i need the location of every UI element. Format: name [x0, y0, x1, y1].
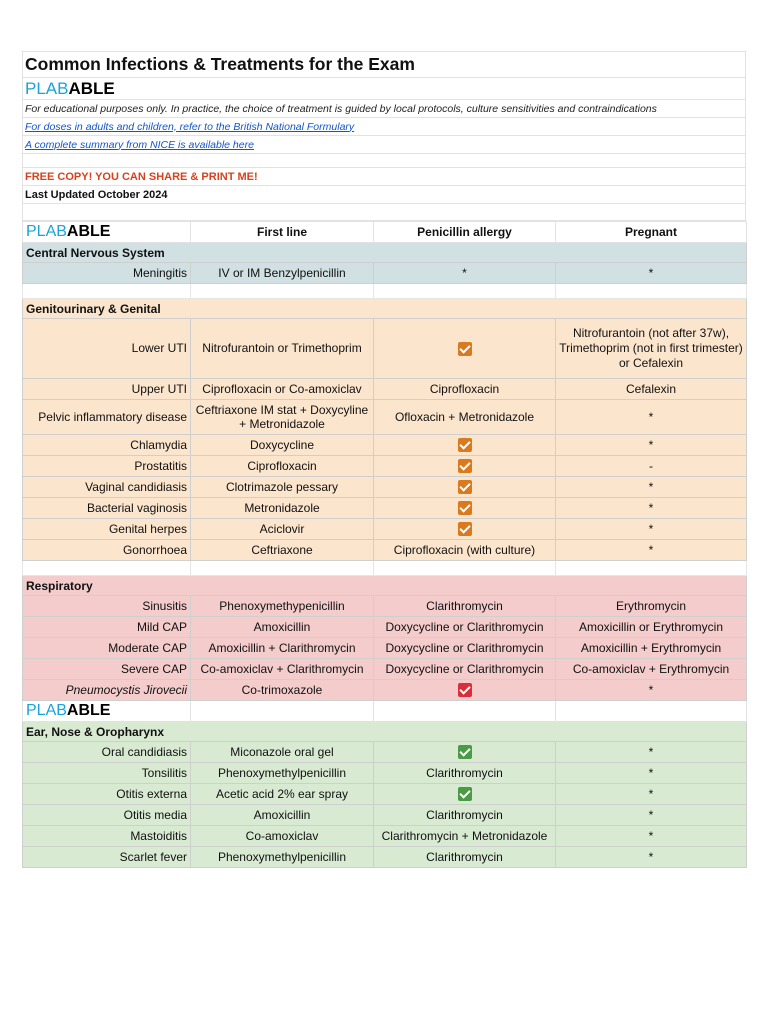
empty-cell	[23, 561, 191, 576]
checkmark-icon	[458, 683, 472, 697]
condition-cell: Chlamydia	[23, 435, 191, 456]
pregnant-cell: *	[556, 805, 747, 826]
table-row	[23, 763, 747, 784]
section-title: Central Nervous System	[23, 243, 747, 263]
first-line-cell: Ciprofloxacin	[191, 456, 374, 477]
column-header-pregnant: Pregnant	[556, 222, 747, 243]
penicillin-allergy-cell	[374, 319, 556, 379]
penicillin-allergy-cell	[374, 456, 556, 477]
pregnant-cell: *	[556, 519, 747, 540]
empty-cell	[556, 701, 747, 722]
penicillin-allergy-cell: Clarithromycin	[374, 596, 556, 617]
free-copy-notice: FREE COPY! YOU CAN SHARE & PRINT ME!	[22, 167, 746, 185]
table-row	[23, 742, 747, 763]
condition-cell: Moderate CAP	[23, 638, 191, 659]
first-line-cell: Miconazole oral gel	[191, 742, 374, 763]
first-line-cell: Phenoxymethylpenicillin	[191, 847, 374, 868]
condition-cell: Tonsilitis	[23, 763, 191, 784]
logo-able-text: ABLE	[66, 702, 111, 719]
condition-cell: Lower UTI	[23, 319, 191, 379]
table-row	[23, 477, 747, 498]
checkmark-icon	[458, 342, 472, 356]
penicillin-allergy-cell: Ciprofloxacin	[374, 379, 556, 400]
pregnant-cell: *	[556, 435, 747, 456]
penicillin-allergy-cell: Doxycycline or Clarithromycin	[374, 617, 556, 638]
first-line-cell: Phenoxymethypenicillin	[191, 596, 374, 617]
table-row	[23, 319, 747, 379]
pregnant-cell: Amoxicillin or Erythromycin	[556, 617, 747, 638]
section-header-ent	[23, 722, 747, 742]
empty-cell	[191, 701, 374, 722]
pregnant-cell: *	[556, 784, 747, 805]
penicillin-allergy-cell	[374, 519, 556, 540]
first-line-cell: Clotrimazole pessary	[191, 477, 374, 498]
table-row	[23, 456, 747, 477]
table-row	[23, 826, 747, 847]
checkmark-icon	[458, 522, 472, 536]
blank-row	[22, 203, 746, 221]
penicillin-allergy-cell: Doxycycline or Clarithromycin	[374, 638, 556, 659]
table-row	[23, 263, 747, 284]
checkmark-icon	[458, 480, 472, 494]
condition-cell: Prostatitis	[23, 456, 191, 477]
table-logo	[23, 701, 191, 722]
first-line-cell: IV or IM Benzylpenicillin	[191, 263, 374, 284]
treatment-table	[22, 221, 747, 868]
pregnant-cell: Nitrofurantoin (not after 37w), Trimethoprim (not in first trimester) or Cefalexin	[556, 319, 747, 379]
first-line-cell: Co-trimoxazole	[191, 680, 374, 701]
first-line-cell: Ciprofloxacin or Co-amoxiclav	[191, 379, 374, 400]
pregnant-cell: *	[556, 826, 747, 847]
checkmark-icon	[458, 787, 472, 801]
empty-cell	[191, 284, 374, 299]
first-line-cell: Acetic acid 2% ear spray	[191, 784, 374, 805]
table-row	[23, 379, 747, 400]
pregnant-cell: *	[556, 847, 747, 868]
first-line-cell: Ceftriaxone	[191, 540, 374, 561]
condition-cell: Bacterial vaginosis	[23, 498, 191, 519]
logo-able-text: ABLE	[68, 78, 115, 98]
table-row	[23, 498, 747, 519]
pregnant-cell: *	[556, 400, 747, 435]
table-row	[23, 435, 747, 456]
first-line-cell: Doxycycline	[191, 435, 374, 456]
logo-row	[23, 701, 747, 722]
condition-cell: Scarlet fever	[23, 847, 191, 868]
table-row	[23, 847, 747, 868]
section-header-genitourinary	[23, 299, 747, 319]
first-line-cell: Ceftriaxone IM stat + Doxycyline + Metronidazole	[191, 400, 374, 435]
pregnant-cell: Co-amoxiclav + Erythromycin	[556, 659, 747, 680]
penicillin-allergy-cell: Ofloxacin + Metronidazole	[374, 400, 556, 435]
condition-cell: Pelvic inflammatory disease	[23, 400, 191, 435]
empty-cell	[556, 561, 747, 576]
logo-plab-text: PLAB	[25, 78, 69, 98]
condition-cell: Otitis externa	[23, 784, 191, 805]
column-header-first-line: First line	[191, 222, 374, 243]
penicillin-allergy-cell: *	[374, 263, 556, 284]
condition-cell: Pneumocystis Jirovecii	[23, 680, 191, 701]
empty-cell	[23, 284, 191, 299]
condition-cell: Oral candidiasis	[23, 742, 191, 763]
logo-plab-text: PLAB	[26, 702, 67, 719]
condition-cell: Mastoiditis	[23, 826, 191, 847]
condition-cell: Upper UTI	[23, 379, 191, 400]
table-row	[23, 659, 747, 680]
table-row	[23, 596, 747, 617]
section-title: Respiratory	[23, 576, 747, 596]
penicillin-allergy-cell	[374, 784, 556, 805]
table-row	[23, 805, 747, 826]
last-updated: Last Updated October 2024	[22, 185, 746, 203]
penicillin-allergy-cell: Clarithromycin + Metronidazole	[374, 826, 556, 847]
penicillin-allergy-cell: Ciprofloxacin (with culture)	[374, 540, 556, 561]
first-line-cell: Co-amoxiclav + Clarithromycin	[191, 659, 374, 680]
section-header-cns	[23, 243, 747, 263]
empty-cell	[374, 561, 556, 576]
penicillin-allergy-cell	[374, 435, 556, 456]
empty-cell	[374, 701, 556, 722]
penicillin-allergy-cell: Clarithromycin	[374, 847, 556, 868]
first-line-cell: Amoxicillin	[191, 617, 374, 638]
section-title: Genitourinary & Genital	[23, 299, 747, 319]
brand-logo	[22, 77, 746, 99]
logo-plab-text: PLAB	[26, 223, 67, 240]
empty-cell	[374, 284, 556, 299]
nice-summary-link[interactable]: A complete summary from NICE is available here	[22, 135, 746, 153]
table-row	[23, 638, 747, 659]
table-header-row	[23, 222, 747, 243]
pregnant-cell: *	[556, 477, 747, 498]
pregnant-cell: *	[556, 742, 747, 763]
penicillin-allergy-cell: Clarithromycin	[374, 763, 556, 784]
spacer-row	[23, 284, 747, 299]
first-line-cell: Co-amoxiclav	[191, 826, 374, 847]
spreadsheet	[22, 51, 746, 868]
condition-cell: Meningitis	[23, 263, 191, 284]
pregnant-cell: Erythromycin	[556, 596, 747, 617]
penicillin-allergy-cell: Clarithromycin	[374, 805, 556, 826]
first-line-cell: Nitrofurantoin or Trimethoprim	[191, 319, 374, 379]
pregnant-cell: *	[556, 680, 747, 701]
first-line-cell: Metronidazole	[191, 498, 374, 519]
pregnant-cell: *	[556, 763, 747, 784]
section-title: Ear, Nose & Oropharynx	[23, 722, 747, 742]
pregnant-cell: Amoxicillin + Erythromycin	[556, 638, 747, 659]
penicillin-allergy-cell: Doxycycline or Clarithromycin	[374, 659, 556, 680]
first-line-cell: Phenoxymethylpenicillin	[191, 763, 374, 784]
pregnant-cell: -	[556, 456, 747, 477]
disclaimer-text: For educational purposes only. In practice, the choice of treatment is guided by local protocols, culture sensitivities and contraindications	[22, 99, 746, 117]
column-header-penicillin-allergy: Penicillin allergy	[374, 222, 556, 243]
section-header-respiratory	[23, 576, 747, 596]
condition-cell: Gonorrhoea	[23, 540, 191, 561]
first-line-cell: Amoxicillin + Clarithromycin	[191, 638, 374, 659]
checkmark-icon	[458, 501, 472, 515]
table-row	[23, 400, 747, 435]
table-row	[23, 540, 747, 561]
checkmark-icon	[458, 438, 472, 452]
table-logo	[23, 222, 191, 243]
condition-cell: Vaginal candidiasis	[23, 477, 191, 498]
condition-cell: Otitis media	[23, 805, 191, 826]
penicillin-allergy-cell	[374, 477, 556, 498]
penicillin-allergy-cell	[374, 680, 556, 701]
page-title: Common Infections & Treatments for the Exam	[22, 51, 746, 77]
table-row	[23, 519, 747, 540]
table-row	[23, 784, 747, 805]
first-line-cell: Aciclovir	[191, 519, 374, 540]
pregnant-cell: *	[556, 498, 747, 519]
spacer-row	[23, 561, 747, 576]
pregnant-cell: *	[556, 263, 747, 284]
checkmark-icon	[458, 459, 472, 473]
checkmark-icon	[458, 745, 472, 759]
empty-cell	[191, 561, 374, 576]
condition-cell: Mild CAP	[23, 617, 191, 638]
table-row	[23, 617, 747, 638]
condition-cell: Genital herpes	[23, 519, 191, 540]
penicillin-allergy-cell	[374, 498, 556, 519]
condition-cell: Sinusitis	[23, 596, 191, 617]
pregnant-cell: *	[556, 540, 747, 561]
pregnant-cell: Cefalexin	[556, 379, 747, 400]
blank-row	[22, 153, 746, 167]
bnf-link[interactable]: For doses in adults and children, refer to the British National Formulary	[22, 117, 746, 135]
table-row	[23, 680, 747, 701]
penicillin-allergy-cell	[374, 742, 556, 763]
condition-cell: Severe CAP	[23, 659, 191, 680]
first-line-cell: Amoxicillin	[191, 805, 374, 826]
logo-able-text: ABLE	[66, 223, 111, 240]
empty-cell	[556, 284, 747, 299]
